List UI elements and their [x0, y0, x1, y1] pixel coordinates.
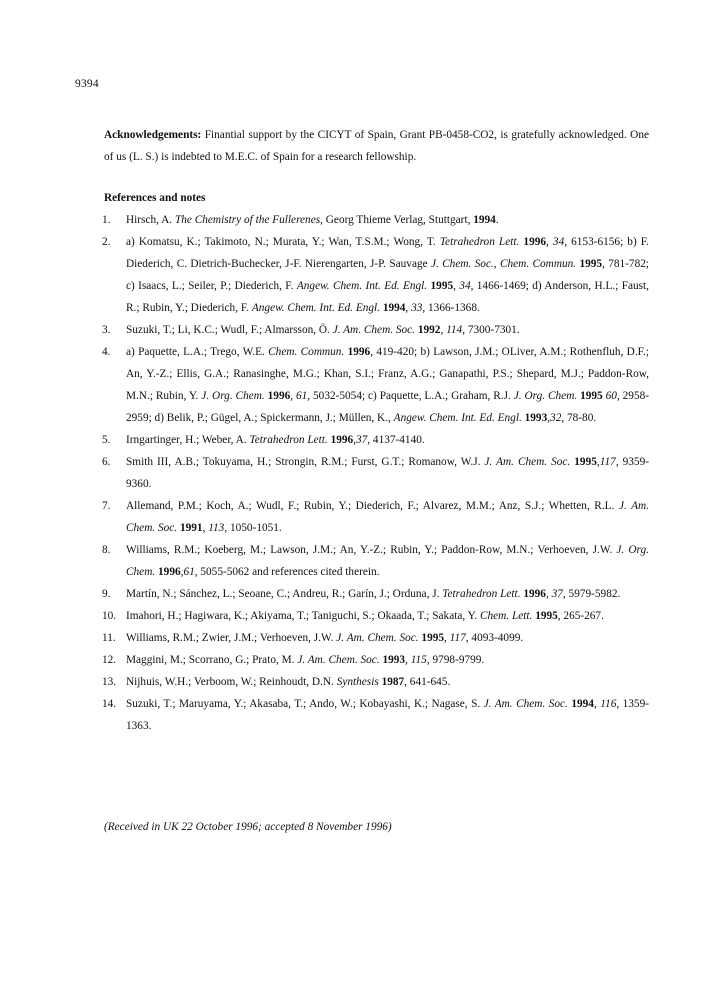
reference-text: Suzuki, T.; Maruyama, Y.; Akasaba, T.; Ando, W.; Kobayashi, K.; Nagase, S. J. Am. Chem. Soc. 1994, 116, 1359-1363. [126, 698, 649, 732]
reference-number: 11. [102, 632, 116, 644]
reference-text: Smith III, A.B.; Tokuyama, H.; Strongin, R.M.; Furst, G.T.; Romanow, W.J. J. Am. Chem. Soc. 1995,117, 9359-9360. [126, 456, 649, 490]
acknowledgements-paragraph [104, 124, 649, 168]
reference-text: Imahori, H.; Hagiwara, K.; Akiyama, T.; Taniguchi, S.; Okaada, T.; Sakata, Y. Chem. Lett. 1995, 265-267. [126, 610, 604, 622]
page-content [104, 124, 649, 737]
reference-text: Suzuki, T.; Li, K.C.; Wudl, F.; Almarsson, Ö. J. Am. Chem. Soc. 1992, 114, 7300-7301. [126, 324, 520, 336]
page-number: 9394 [75, 78, 99, 90]
reference-item [104, 231, 649, 319]
reference-number: 7. [102, 500, 111, 512]
received-note: (Received in UK 22 October 1996; accepted 8 November 1996) [104, 821, 392, 833]
acknowledgements-text: Finantial support by the CICYT of Spain, Grant PB-0458-CO2, is gratefully acknowledged. One of us (L. S.) is indebted to M.E.C. of Spain for a research fellowship. [104, 129, 650, 163]
reference-item [104, 209, 649, 231]
reference-number: 1. [102, 214, 111, 226]
reference-item [104, 539, 649, 583]
reference-number: 10. [102, 610, 117, 622]
reference-text: Irngartinger, H.; Weber, A. Tetrahedron Lett. 1996,37, 4137-4140. [126, 434, 425, 446]
reference-text: Hirsch, A. The Chemistry of the Fullerenes, Georg Thieme Verlag, Stuttgart, 1994. [126, 214, 499, 226]
reference-number: 9. [102, 588, 111, 600]
reference-item [104, 627, 649, 649]
reference-number: 6. [102, 456, 111, 468]
reference-item [104, 451, 649, 495]
reference-number: 8. [102, 544, 111, 556]
reference-item [104, 605, 649, 627]
acknowledgements-label: Acknowledgements: [104, 129, 202, 141]
reference-text: Williams, R.M.; Koeberg, M.; Lawson, J.M.; An, Y.-Z.; Rubin, Y.; Paddon-Row, M.N.; Verhoeven, J.W. J. Org. Chem. 1996,61, 5055-5062 and references cited therein. [126, 544, 649, 578]
reference-item [104, 319, 649, 341]
references-heading: References and notes [104, 192, 206, 204]
reference-item [104, 671, 649, 693]
reference-number: 13. [102, 676, 117, 688]
reference-text: a) Komatsu, K.; Takimoto, N.; Murata, Y.; Wan, T.S.M.; Wong, T. Tetrahedron Lett. 1996, 34, 6153-6156; b) F. Diederich, C. Dietrich-Buchecker, J-F. Nierengarten, J-P. Sauvage J. Chem. Soc., Chem. Commun. 1995, 781-782; c) Isaacs, L.; Seiler, P.; Diederich, F. Angew. Chem. Int. Ed. Engl. 1995, 34, 1466-1469; d) Anderson, H.L.; Faust, R.; Rubin, Y.; Diederich, F. Angew. Chem. Int. Ed. Engl. 1994, 33, 1366-1368. [126, 236, 649, 314]
reference-text: Martín, N.; Sánchez, L.; Seoane, C.; Andreu, R.; Garín, J.; Orduna, J. Tetrahedron Lett. 1996, 37, 5979-5982. [126, 588, 621, 600]
reference-item [104, 341, 649, 429]
reference-item [104, 649, 649, 671]
reference-text: Maggini, M.; Scorrano, G.; Prato, M. J. Am. Chem. Soc. 1993, 115, 9798-9799. [126, 654, 485, 666]
reference-item [104, 429, 649, 451]
reference-item [104, 495, 649, 539]
reference-number: 4. [102, 346, 111, 358]
reference-number: 3. [102, 324, 111, 336]
reference-item [104, 583, 649, 605]
reference-text: Allemand, P.M.; Koch, A.; Wudl, F.; Rubin, Y.; Diederich, F.; Alvarez, M.M.; Anz, S.J.; Whetten, R.L. J. Am. Chem. Soc. 1991, 113, 1050-1051. [126, 500, 649, 534]
reference-number: 5. [102, 434, 111, 446]
reference-number: 12. [102, 654, 117, 666]
reference-text: Williams, R.M.; Zwier, J.M.; Verhoeven, J.W. J. Am. Chem. Soc. 1995, 117, 4093-4099. [126, 632, 524, 644]
reference-item [104, 693, 649, 737]
reference-text: Nijhuis, W.H.; Verboom, W.; Reinhoudt, D.N. Synthesis 1987, 641-645. [126, 676, 451, 688]
reference-number: 2. [102, 236, 111, 248]
reference-number: 14. [102, 698, 117, 710]
references-list [104, 209, 649, 737]
reference-text: a) Paquette, L.A.; Trego, W.E. Chem. Commun. 1996, 419-420; b) Lawson, J.M.; OLiver, A.M.; Rothenfluh, D.F.; An, Y.-Z.; Ellis, G.A.; Ranasinghe, M.G.; Khan, S.I.; Franz, A.G.; Ganapathi, P.S.; Shepard, M.J.; Paddon-Row, M.N.; Rubin, Y. J. Org. Chem. 1996, 61, 5032-5054; c) Paquette, L.A.; Graham, R.J. J. Org. Chem. 1995 60, 2958-2959; d) Belik, P.; Gügel, A.; Spickermann, J.; Müllen, K., Angew. Chem. Int. Ed. Engl. 1993,32, 78-80. [126, 346, 650, 424]
